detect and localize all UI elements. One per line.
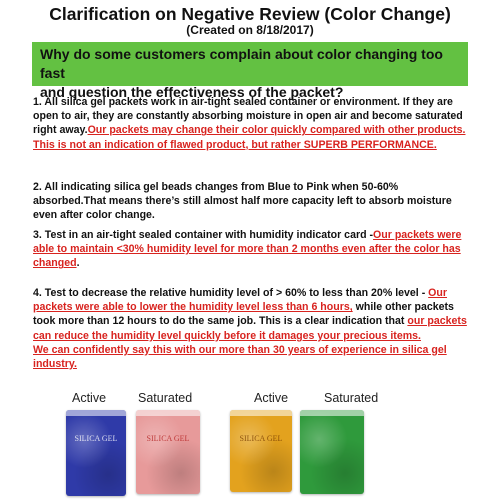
paragraph-4-emphasis-b: our packets can reduce the humidity level quickly before it damages your precious items. (33, 315, 467, 342)
blue-packet-label: SILICA GEL (74, 434, 118, 443)
question-banner (32, 42, 468, 100)
paragraph-1-text: 1. All silica gel packets work in air-tight sealed container or environment. If they are open to air, they are constantly absorbing moisture in open air and become saturated right away. (33, 96, 463, 137)
label-active-blue: Active (72, 391, 107, 405)
paragraph-4 (33, 286, 471, 371)
pink-packet-label: SILICA GEL (146, 434, 190, 443)
paragraph-4-emphasis-a: Our packets were able to lower the humidity level less than 6 hours, (33, 287, 448, 314)
orange-silica-gel-packet (230, 410, 292, 492)
paragraph-1-emphasis: Our packets may change their color quickly compared with other products. This is not an indication of flawed product, but rather SUPERB PERFORMANCE. (33, 124, 466, 151)
packet-comparison (0, 388, 500, 500)
pink-silica-gel-packet (136, 410, 200, 494)
label-saturated-green: Saturated (324, 391, 379, 405)
orange-packet-label: SILICA GEL (239, 434, 283, 443)
label-active-orange: Active (254, 391, 289, 405)
paragraph-3-text: 3. Test in an air-tight sealed container with humidity indicator card - (33, 229, 374, 241)
paragraph-1 (33, 95, 471, 152)
paragraph-3-end: . (76, 257, 80, 270)
paragraph-3 (33, 228, 471, 271)
paragraph-2-text: 2. All indicating silica gel beads changes from Blue to Pink when 50-60% absorbed.That means there’s still almost half more capacity left to absorb moisture even after color change. (33, 181, 452, 222)
paragraph-3-emphasis: Our packets were able to maintain <30% humidity level for more than 2 months even after the color has changed (33, 229, 462, 270)
banner-line-1: Why do some customers complain about color changing too fast (40, 46, 443, 81)
label-saturated-pink: Saturated (138, 391, 193, 405)
paragraph-4-emphasis-c: We can confidently say this with our more than 30 years of experience in silica gel industry. (33, 343, 447, 371)
paragraph-4-text-b: while other packets took more than 12 hours to do the same job. This is a clear indication that (33, 301, 454, 328)
paragraph-2 (33, 180, 471, 223)
page-subtitle: (Created on 8/18/2017) (186, 23, 314, 37)
blue-silica-gel-packet (66, 410, 126, 496)
page-title: Clarification on Negative Review (Color Change) (49, 4, 451, 24)
paragraph-4-text-a: 4. Test to decrease the relative humidity level of > 60% to less than 20% level - (33, 287, 429, 299)
banner-line-2: and question the effectiveness of the packet? (40, 84, 344, 100)
green-silica-gel-packet (300, 410, 364, 494)
